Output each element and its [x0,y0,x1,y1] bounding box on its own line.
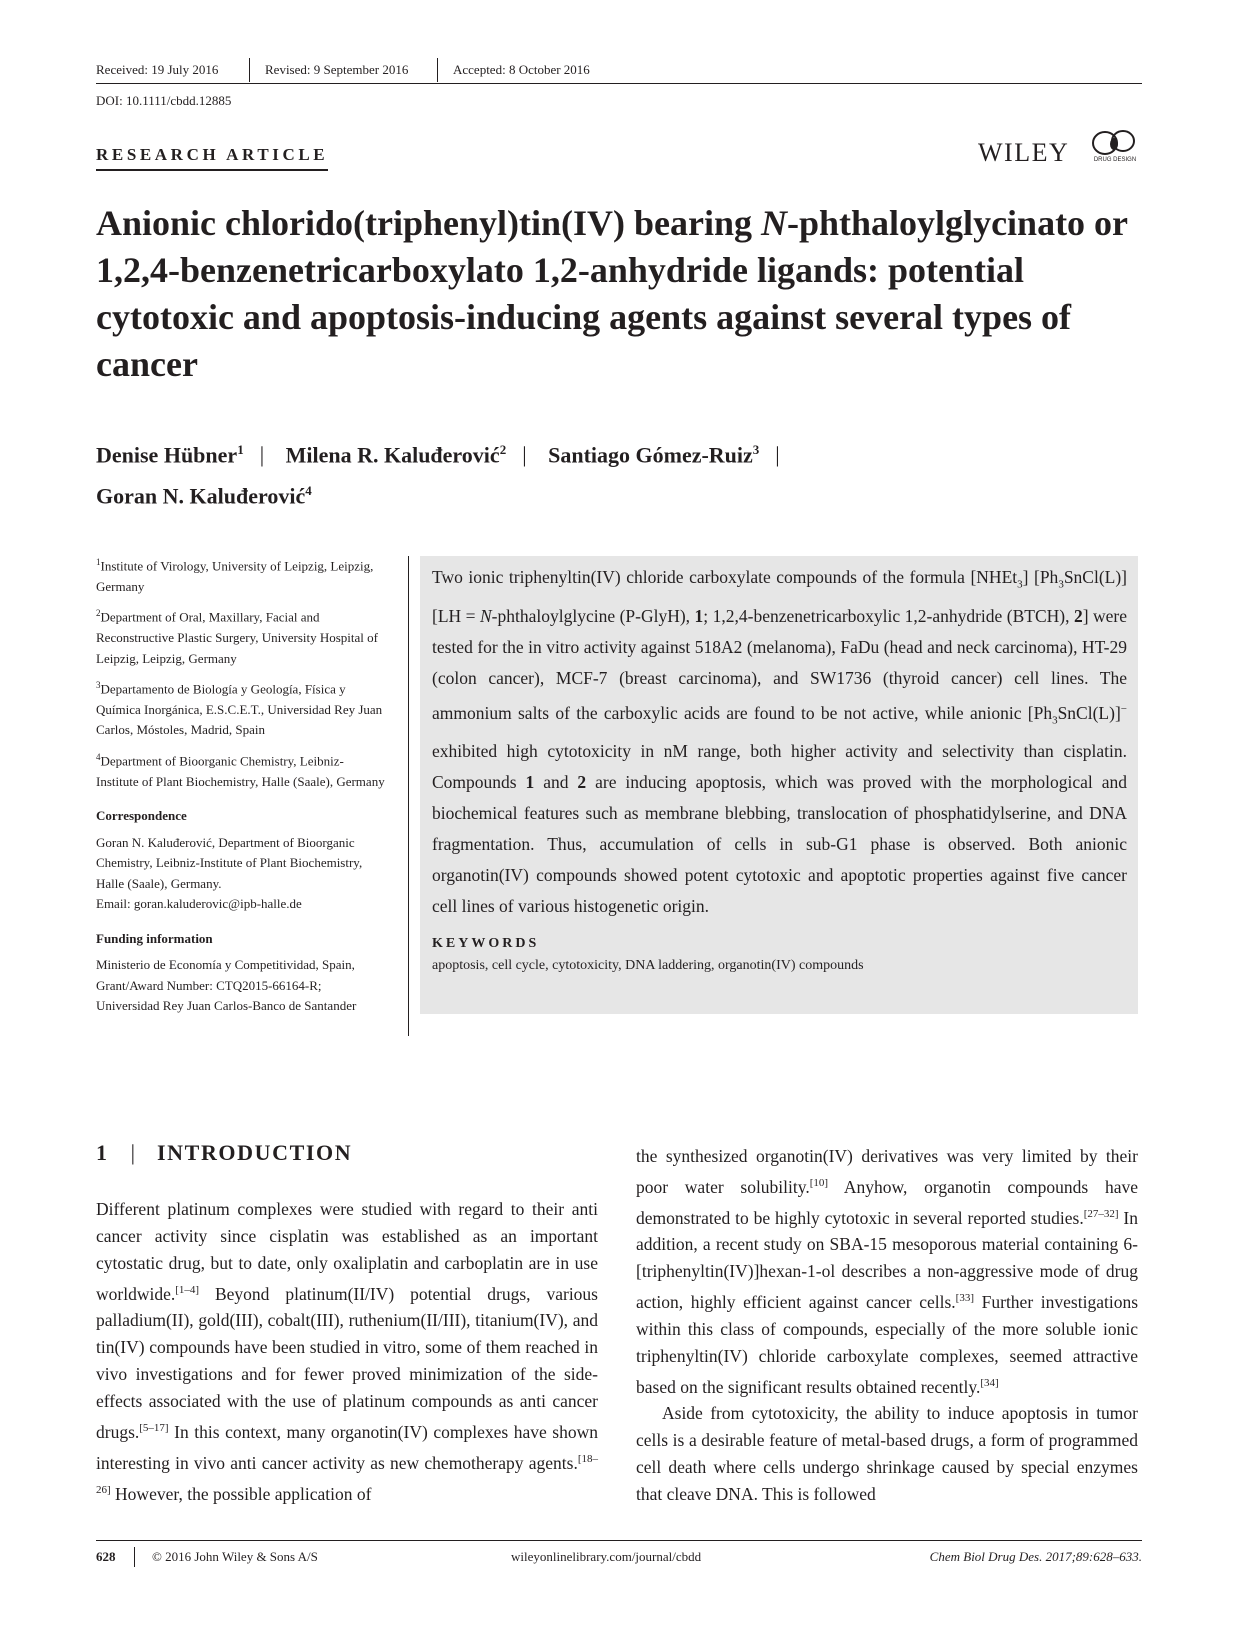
correspondence-email[interactable]: Email: goran.kaluderovic@ipb-halle.de [96,896,302,912]
received-date: Received: 19 July 2016 [96,62,219,77]
divider [408,556,409,1036]
keywords-text: apoptosis, cell cycle, cytotoxicity, DNA laddering, organotin(IV) compounds [432,957,864,973]
accepted-date: Accepted: 8 October 2016 [453,62,590,77]
citation-ref[interactable]: [5–17] [139,1422,169,1435]
article-type: RESEARCH ARTICLE [96,145,328,171]
citation-ref[interactable]: [1–4] [175,1283,200,1296]
journal-logo-text: DRUG DESIGN [1093,157,1137,163]
affiliation: $^4$Department of Bioorganic Chemistry, Leibniz-Institute of Plant Biochemistry, Halle (Saale), Germany [96,751,385,789]
body-column-left [96,1196,598,1507]
affiliation: $^3$Departamento de Biología y Geología, Física y Química Inorgánica, E.S.C.E.T., Universidad Rey Juan Carlos, Móstoles, Madrid, Spain [96,680,383,738]
affiliations [96,552,386,1023]
journal-logo-icon [1090,128,1140,164]
journal-url[interactable]: wileyonlinelibrary.com/journal/cbdd [511,1549,702,1564]
citation-ref[interactable]: [10] [809,1176,829,1189]
abstract-box [420,556,1138,1014]
funding-heading: Funding information [96,930,213,946]
copyright: © 2016 John Wiley & Sons A/S [152,1549,318,1564]
citation-ref[interactable]: [33] [955,1292,974,1305]
citation-ref[interactable]: [18–26] [96,1452,598,1496]
divider [437,58,438,82]
page-footer [96,1540,1142,1572]
keywords-heading: KEYWORDS [432,935,540,951]
affiliation: $^2$Department of Oral, Maxillary, Facial and Reconstructive Plastic Surgery, University Hospital of Leipzig, Leipzig, Germany [96,608,378,666]
paragraph: Different platinum complexes were studied with regard to their anti cancer activity since cisplatin was established as an important cytostatic drug, but to date, only oxaliplatin and carboplatin are in use worldwide.[1–4] Beyond platinum(II/IV) potential drugs, various palladium(II), gold(III), cobalt(III), ruthenium(II/III), titanium(IV), and tin(IV) compounds have been studied in vitro, some of them reached in vivo investigations and for fewer proved minimization of the side-effects associated with the use of platinum compounds as anti cancer drugs.[5–17] In this context, many organotin(IV) complexes have shown interesting in vivo anti cancer activity as new chemotherapy agents.[18–26] However, the possible application of [96,1199,598,1504]
affiliation: $^1$Institute of Virology, University of Leipzig, Leipzig, Germany [96,557,374,594]
author-name[interactable]: Goran N. Kaluđerović [96,483,306,509]
divider [134,1547,135,1567]
page-number: 628 [96,1549,116,1564]
citation-ref[interactable]: [27–32] [1083,1207,1119,1220]
article-dates [96,58,1142,84]
author-name[interactable]: Santiago Gómez-Ruiz [548,442,753,468]
correspondence-heading: Correspondence [96,808,187,824]
section-heading: 1 | INTRODUCTION [96,1140,353,1165]
doi[interactable]: DOI: 10.1111/cbdd.12885 [96,93,232,108]
abstract-text: Two ionic triphenyltin(IV) chloride carboxylate compounds of the formula [NHEt$_3$] $[Ph_3SnCl(L)] [LH$ = N-phthaloylglycine (P-GlyH), 1; 1,2,4-benzenetricarboxylic 1,2-anhydride (BTCH), 2] were tested for the in vitro activity against 518A2 (melanoma), FaDu (head and neck carcinoma), HT-29 (colon cancer), MCF-7 (breast carcinoma), and SW1736 (thyroid cancer) cell lines. The ammonium salts of the carboxylic acids are found to be not active, while anionic $[Ph_3SnCl(L)]^-$ exhibited high cytotoxicity in nM range, both higher activity and selectivity than cisplatin. Compounds 1 and 2 are inducing apoptosis, which was proved with the morphological and biochemical features such as membrane blebbing, translocation of phosphatidylserine, and DNA fragmentation. Thus, accumulation of cells in sub-G1 phase is observed. Both anionic organotin(IV) compounds showed potent cytotoxic and apoptotic properties against five cancer cell lines of various histogenetic origin. [432,567,1128,916]
journal-citation: Chem Biol Drug Des. 2017;89:628–633. [929,1549,1142,1564]
paragraph: Aside from cytotoxicity, the ability to induce apoptosis in tumor cells is a desirable feature of metal-based drugs, a form of programmed cell death where cells undergo shrinkage caused by special enzymes that cleave DNA. This is followed [636,1403,1138,1505]
body-column-right [636,1143,1138,1508]
article-title: Anionic chlorido(triphenyl)tin(IV) bearing N-phthaloylglycinato or 1,2,4-benzenetricarboxylato 1,2-anhydride ligands: potential cytotoxic and apoptosis-inducing agents against several types of cancer [96,203,1128,384]
author-name[interactable]: Milena R. Kaluđerović [285,442,500,468]
funding-text: Ministerio de Economía y Competitividad, Spain, Grant/Award Number: CTQ2015-66164-R; Universidad Rey Juan Carlos-Banco de Santander [96,957,357,1014]
citation-ref[interactable]: [34] [980,1376,999,1389]
publisher-logo: WILEY [978,138,1070,167]
divider [249,58,250,82]
revised-date: Revised: 9 September 2016 [265,62,409,77]
paragraph: the synthesized organotin(IV) derivatives was very limited by their poor water solubility.[10] Anyhow, organotin compounds have demonstrated to be highly cytotoxic in several reported studies.[27–32] In addition, a recent study on SBA-15 mesoporous material containing 6-[triphenyltin(IV)]hexan-1-ol describes a non-aggressive mode of drug action, highly efficient against cancer cells.[33] Further investigations within this class of compounds, especially of the more soluble ionic triphenyltin(IV) chloride carboxylate complexes, seemed attractive based on the significant results obtained recently.[34] [636,1146,1139,1397]
author-list: Denise Hübner$^1$ | Milena R. Kaluđerović$^2$ | Santiago Gómez-Ruiz$^3$ | Goran N. Kaluđerović$^4$ [96,442,780,509]
author-name[interactable]: Denise Hübner [96,442,238,468]
correspondence-text: Goran N. Kaluđerović, Department of Bioorganic Chemistry, Leibniz-Institute of Plant Biochemistry, Halle (Saale), Germany. [96,834,363,891]
